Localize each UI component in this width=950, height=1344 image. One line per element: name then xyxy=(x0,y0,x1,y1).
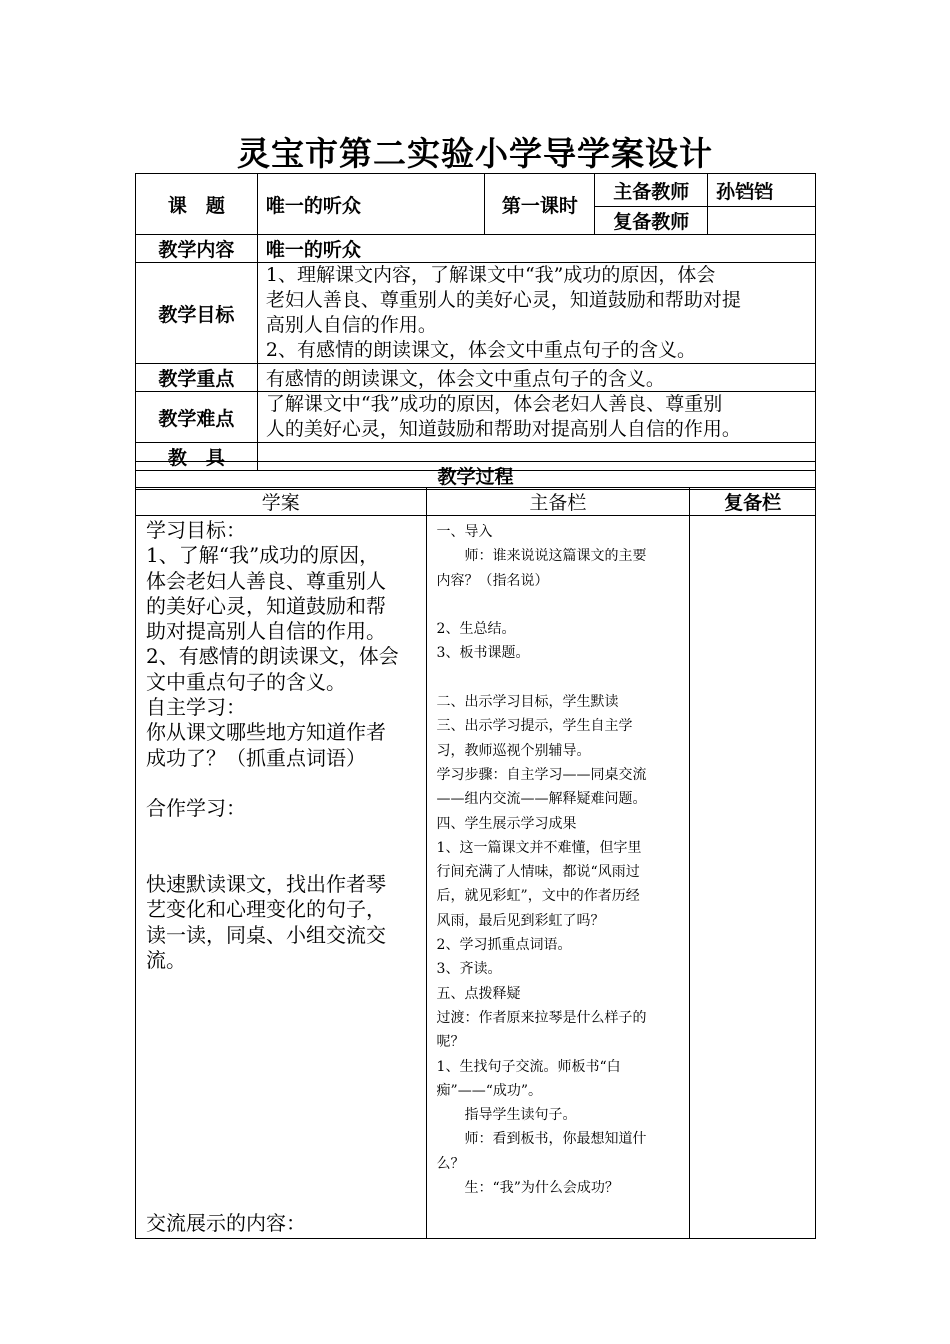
study-plan-line: 体会老妇人善良、尊重别人 xyxy=(146,568,386,593)
topic-label: 课 题 xyxy=(136,174,258,235)
main-prep-line: 3、板书课题。 xyxy=(436,645,530,662)
main-prep-line: 一、导入 xyxy=(436,524,493,540)
main-prep-line: 师：谁来说说这篇课文的主要 xyxy=(464,548,647,565)
goals-line: 高别人自信的作用。 xyxy=(265,314,437,336)
key-point-label: 教学重点 xyxy=(136,364,258,392)
topic-value: 唯一的听众 xyxy=(257,174,485,235)
study-plan-line: 快速默读课文，找出作者琴 xyxy=(146,872,386,897)
study-plan-line: 合作学习： xyxy=(146,796,246,821)
study-plan-line: 自主学习： xyxy=(146,695,246,720)
study-plan-line: 2、有感情的朗读课文，体会 xyxy=(146,644,399,669)
main-prep-line: 2、学习抓重点词语。 xyxy=(436,937,572,954)
study-plan-line: 成功了？（抓重点词语） xyxy=(146,745,366,770)
main-prep-line: 师：看到板书，你最想知道什 xyxy=(464,1131,647,1148)
main-prep-line xyxy=(437,593,680,617)
main-prep-line: 内容？（指名说） xyxy=(436,572,549,589)
main-prep-lines xyxy=(437,520,680,1200)
study-plan-line: 的美好心灵，知道鼓励和帮 xyxy=(146,593,386,618)
review-teacher-label: 复备教师 xyxy=(595,207,708,235)
difficulty-text xyxy=(257,392,815,443)
study-plan-line xyxy=(146,822,416,847)
study-plan-line: 助对提高别人自信的作用。 xyxy=(146,619,386,644)
lesson-period: 第一课时 xyxy=(485,174,595,235)
study-plan-line: 读一读，同桌、小组交流交 xyxy=(146,922,386,947)
main-prep-line: 四、学生展示学习成果 xyxy=(436,815,577,832)
main-prep-line: 1、生找句子交流。师板书“白 xyxy=(436,1058,621,1075)
difficulty-line: 了解课文中“我”成功的原因，体会老妇人善良、尊重别 xyxy=(265,393,723,415)
main-prep-line: 痴”——“成功”。 xyxy=(436,1082,543,1099)
study-plan-line xyxy=(146,847,416,872)
main-prep-line: 五、点拨释疑 xyxy=(436,985,521,1002)
goals-line: 老妇人善良、尊重别人的美好心灵，知道鼓励和帮助对提 xyxy=(265,289,741,311)
main-prep-line: 二、出示学习目标，学生默读 xyxy=(436,694,619,711)
goals-label: 教学目标 xyxy=(136,263,258,364)
study-plan-column xyxy=(136,516,427,1239)
tools-label: 教 具 xyxy=(136,443,258,471)
review-prep-header: 复备栏 xyxy=(690,488,816,516)
study-plan-line: 艺变化和心理变化的句子， xyxy=(146,897,386,922)
review-prep-column xyxy=(690,516,816,1239)
review-teacher-value xyxy=(708,207,816,235)
main-prep-header: 主备栏 xyxy=(426,488,690,516)
study-plan-lines xyxy=(146,518,416,973)
difficulty-line: 人的美好心灵，知道鼓励和帮助对提高别人自信的作用。 xyxy=(265,418,741,440)
study-plan-header: 学案 xyxy=(136,488,427,516)
main-teacher-value: 孙铛铛 xyxy=(708,174,816,207)
main-prep-line: 过渡：作者原来拉琴是什么样子的 xyxy=(436,1009,647,1026)
key-point-value: 有感情的朗读课文，体会文中重点句子的含义。 xyxy=(257,364,815,392)
process-table xyxy=(135,487,816,1239)
main-prep-line: 指导学生读句子。 xyxy=(464,1107,577,1124)
content-label: 教学内容 xyxy=(136,235,258,263)
goals-text xyxy=(257,263,815,364)
lesson-info-table xyxy=(135,173,816,471)
study-plan-line: 你从课文哪些地方知道作者 xyxy=(146,720,386,745)
main-prep-line: 么？ xyxy=(436,1155,465,1172)
main-prep-line: 三、出示学习提示，学生自主学 xyxy=(436,718,633,735)
process-title-table xyxy=(135,461,816,490)
goals-line: 2、有感情的朗读课文，体会文中重点句子的含义。 xyxy=(265,339,696,361)
main-prep-line: 1、这一篇课文并不难懂，但字里 xyxy=(436,839,642,856)
study-plan-line: 流。 xyxy=(146,948,186,973)
study-plan-line: 文中重点句子的含义。 xyxy=(146,669,346,694)
page-title: 灵宝市第二实验小学导学案设计 xyxy=(237,134,713,173)
main-prep-line: 后，就见彩虹”，文中的作者历经 xyxy=(436,888,640,905)
study-plan-bottom: 交流展示的内容： xyxy=(146,1211,306,1235)
main-prep-line: 学习步骤：自主学习——同桌交流 xyxy=(436,766,647,783)
main-prep-line: 2、生总结。 xyxy=(436,621,516,638)
process-title: 教学过程 xyxy=(136,462,816,490)
main-prep-line: 呢？ xyxy=(436,1034,465,1051)
main-prep-line: 习，教师巡视个别辅导。 xyxy=(436,742,591,759)
main-prep-line: 3、齐读。 xyxy=(436,961,502,978)
main-teacher-label: 主备教师 xyxy=(595,174,708,207)
goals-line: 1、理解课文内容，了解课文中“我”成功的原因，体会 xyxy=(265,264,716,286)
difficulty-label: 教学难点 xyxy=(136,392,258,443)
study-plan-line: 学习目标： xyxy=(146,518,246,542)
main-prep-line: ——组内交流——解释疑难问题。 xyxy=(436,791,647,808)
main-prep-line: 生：“我”为什么会成功？ xyxy=(464,1180,619,1197)
study-plan-line: 1、了解“我”成功的原因， xyxy=(146,543,380,568)
main-prep-column xyxy=(426,516,690,1239)
study-plan-line xyxy=(146,771,416,796)
main-prep-line: 行间充满了人情味，都说“风雨过 xyxy=(436,864,640,881)
main-prep-line: 风雨，最后见到彩虹了吗？ xyxy=(436,912,605,929)
content-value: 唯一的听众 xyxy=(257,235,815,263)
main-prep-line xyxy=(437,666,680,690)
